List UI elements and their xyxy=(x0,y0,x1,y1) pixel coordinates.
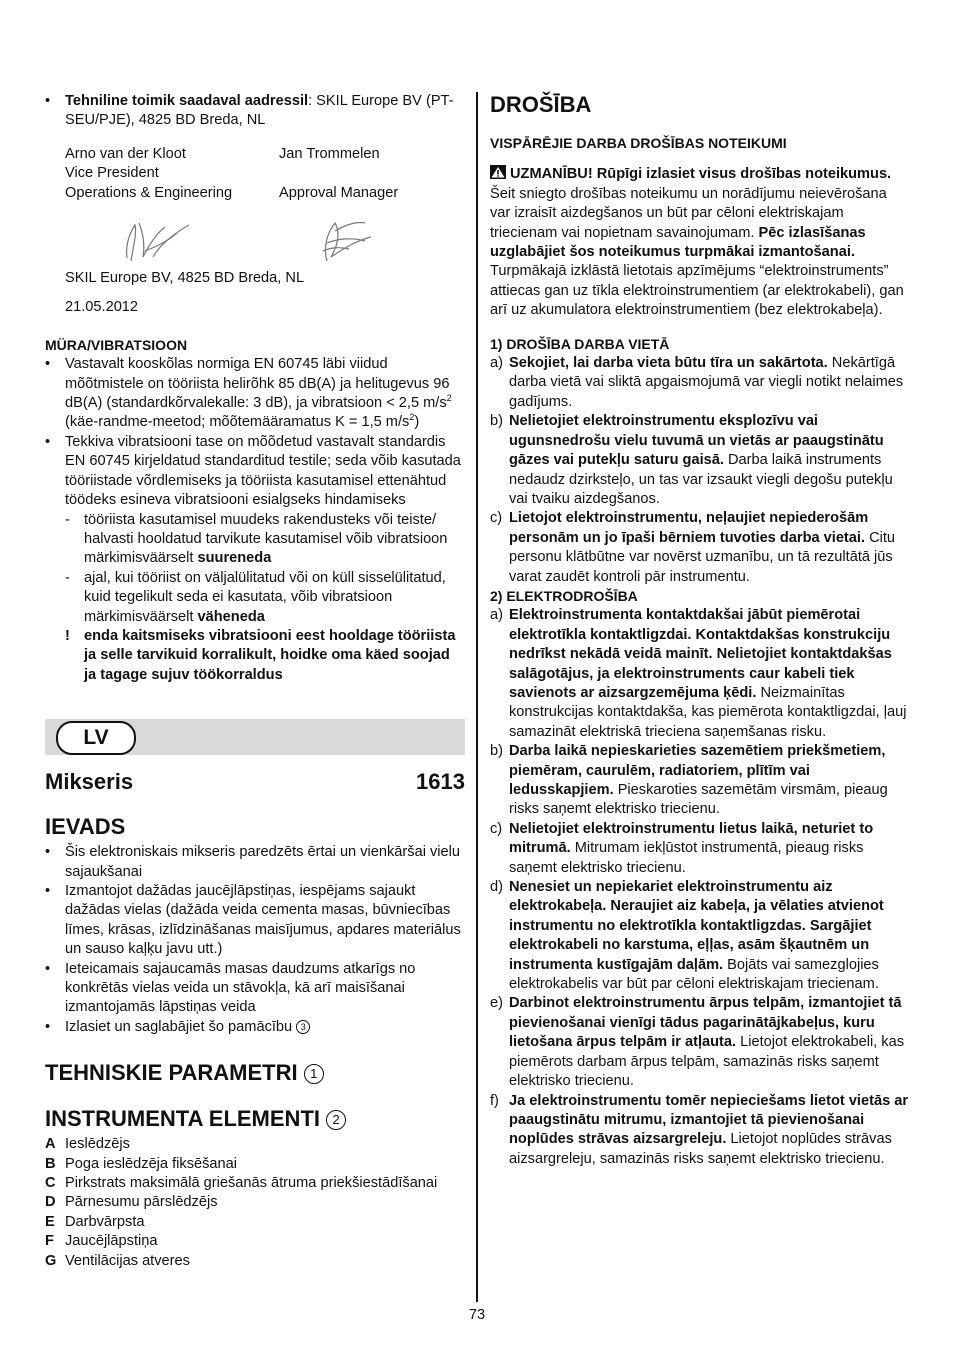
item-bold: Nenesiet un nepiekariet elektroinstrumentu aiz elektrokabeļa. Neraujiet aiz kabeļa, ja vēlaties atvienot instrumentu no elektrotīkla kontaktligzdas. Sargājiet elektrokabeli no karstuma, eļļas, asām šķautnēm un instrumenta kustīgajām daļām. xyxy=(509,879,884,973)
section-1-item xyxy=(490,509,910,587)
item-letter: a) xyxy=(490,355,503,372)
dash-2-text: ajal, kui tööriist on väljalülitatud või on küll sisselülitatud, kuid tegelikult seda ei kasutata, võib vibratsioon märkimisväärselt xyxy=(84,569,446,625)
item-bold: Darbinot elektroinstrumentu ārpus telpām, izmantojiet tā pievienošanai vienīgi tādus pagarinātājkabeļus, kuru lietošana ārpus telpām ir atļauta. xyxy=(509,995,902,1051)
figure-ref: 3 xyxy=(296,1020,310,1034)
language-bar xyxy=(45,719,465,755)
page-number: 73 xyxy=(468,1307,486,1323)
signatory-1 xyxy=(65,145,279,203)
intro-heading: IEVADS xyxy=(45,814,126,840)
item-letter: e) xyxy=(490,995,503,1012)
section-1-item xyxy=(490,354,910,412)
warning-triangle-icon xyxy=(490,165,506,179)
item-text: Bojāts vai samezglojies elektrokabelis var būt par cēloni elektriskajam triecienam. xyxy=(509,956,879,993)
element-value: Pārnesumu pārslēdzējs xyxy=(65,1194,218,1211)
element-key: G xyxy=(45,1252,57,1269)
signatory-2-title: Approval Manager xyxy=(279,184,399,201)
element-key: F xyxy=(45,1233,54,1250)
item-text: Mitrumam iekļūstot instrumentā, pieaug risks saņemt elektrisko triecienu. xyxy=(509,840,864,876)
left-column xyxy=(45,92,465,1271)
item-letter: c) xyxy=(490,820,503,837)
item-text: Lietojot noplūdes strāvas aizsargreleju, samazinās risks saņemt elektrisko triecienu. xyxy=(509,1131,892,1167)
noise-heading: MÜRA/VIBRATSIOON xyxy=(45,336,188,353)
element-item xyxy=(45,1232,465,1251)
section-2-item xyxy=(490,606,910,742)
elements-heading xyxy=(45,1105,465,1133)
right-column xyxy=(490,92,910,1169)
language-badge: LV xyxy=(56,721,136,755)
item-bold: Darba laikā nepieskarieties sazemētiem priekšmetiem, piemēram, caurulēm, radiatoriem, plītīm vai ledusskapjiem. xyxy=(509,743,886,798)
section-2-item xyxy=(490,742,910,820)
tech-params-text: TEHNISKIE PARAMETRI xyxy=(45,1060,298,1086)
warning-paragraph xyxy=(490,165,910,320)
section-2-item xyxy=(490,1092,910,1170)
intro-item-text: Izlasiet un saglabājiet šo pamācību xyxy=(65,1018,293,1035)
noise-warning: ! enda kaitsmiseks vibratsiooni eest hooldage tööriista ja selle tarvikuid korralikult, hoidke oma käed soojad ja tagage sujuv töökorraldus xyxy=(45,627,465,685)
product-name: Mikseris xyxy=(45,769,134,795)
signatory-1-title: Vice President xyxy=(65,165,159,182)
noise-text-1b: (käe-randme-meetod; mõõtemääramatus K = 1,5 m/s xyxy=(65,414,410,431)
item-letter: a) xyxy=(490,607,503,624)
signatory-2-name: Jan Trommelen xyxy=(279,145,380,162)
figure-ref: 2 xyxy=(326,1110,346,1130)
item-bold: Sekojiet, lai darba vieta būtu tīra un sakārtota. xyxy=(509,355,828,372)
elements-text: INSTRUMENTA ELEMENTI xyxy=(45,1106,320,1132)
noise-text-1c: ) xyxy=(414,414,420,431)
signatory-1-name: Arno van der Kloot xyxy=(65,145,186,162)
column-divider xyxy=(476,92,478,1302)
noise-dash-2 xyxy=(45,569,465,627)
item-text: Nekārtīgā darba vietā vai sliktā apgaismojumā var viegli notikt nelaimes gadījums. xyxy=(509,355,904,410)
section-2-item xyxy=(490,878,910,994)
noise-bullet-1 xyxy=(45,355,465,433)
dash-2-emph: väheneda xyxy=(197,608,265,625)
item-letter: c) xyxy=(490,510,503,527)
warning-text-2: Turpmākajā izklāstā lietotais apzīmējums “elektroinstruments” attiecas gan uz tīkla elektroinstrumentiem (ar elektrokabeli), gan arī uz akumulatora elektroinstrumentiem (bez elektrokabeļa). xyxy=(490,263,904,319)
signatory-1-department: Operations & Engineering xyxy=(65,184,233,201)
tech-file-address: : SKIL Europe BV (PT-SEU/PJE), 4825 BD Breda, NL xyxy=(65,93,454,129)
noise-text-1a: Vastavalt kooskõlas normiga EN 60745 läbi viidud mõõtmistele on tööriista helirõhk 85 dB(A) ja helitugevus 96 dB(A) (standardkõrvalekalle: 3 dB), ja vibratsioon < 2,5 m/s xyxy=(65,356,450,412)
element-value: Ieslēdzējs xyxy=(65,1136,130,1153)
signatories xyxy=(65,145,465,203)
element-value: Darbvārpsta xyxy=(65,1213,145,1230)
superscript: 2 xyxy=(409,412,415,423)
item-text: Pieskaroties sazemētām virsmām, pieaug risks saņemt elektrisko triecienu. xyxy=(509,782,888,818)
figure-ref: 1 xyxy=(304,1064,324,1084)
element-item xyxy=(45,1174,465,1193)
handwritten-signatures xyxy=(65,203,425,269)
item-text: Citu personu klātbūtne var novērst uzmanību, un tā rezultātā jūs varat zaudēt kontroli pār instrumentu. xyxy=(509,529,896,585)
section-2-item xyxy=(490,820,910,878)
intro-item: • Ieteicamais sajaucamās masas daudzums atkarīgs no konkrētās vielas veida un stāvokļa, kā arī maisīšanai izmantojamās lāpstiņas veida xyxy=(45,960,465,1018)
element-item xyxy=(45,1155,465,1174)
warning-bold-1: UZMANĪBU! Rūpīgi izlasiet visus drošības noteikumus. xyxy=(510,166,892,183)
item-letter: b) xyxy=(490,743,503,760)
section-2-heading: 2) ELEKTRODROŠĪBA xyxy=(490,587,638,604)
dash-1-emph: suureneda xyxy=(197,550,272,567)
intro-item xyxy=(45,1018,465,1037)
elements-list xyxy=(45,1135,465,1271)
item-letter: d) xyxy=(490,879,503,896)
element-key: B xyxy=(45,1155,56,1172)
element-key: C xyxy=(45,1175,56,1192)
superscript: 2 xyxy=(446,393,452,404)
element-item xyxy=(45,1213,465,1232)
signatory-2 xyxy=(279,145,459,203)
item-letter: f) xyxy=(490,1092,499,1109)
element-item xyxy=(45,1193,465,1212)
product-title-row xyxy=(45,769,465,795)
general-safety-heading: VISPĀRĒJIE DARBA DROŠĪBAS NOTEIKUMI xyxy=(490,135,787,151)
tech-file-label: Tehniline toimik saadaval aadressil xyxy=(65,93,309,109)
element-key: E xyxy=(45,1213,55,1230)
date: 21.05.2012 xyxy=(65,299,139,316)
tech-file-bullet xyxy=(45,92,465,131)
section-1-heading: 1) DROŠĪBA DARBA VIETĀ xyxy=(490,335,670,352)
element-key: D xyxy=(45,1194,56,1211)
item-letter: b) xyxy=(490,413,503,430)
item-text: Darba laikā instruments nedaudz dzirksteļo, un tas var izsaukt viegli degošu putekļu vai tvaiku aizdegšanos. xyxy=(509,452,893,507)
safety-heading: DROŠĪBA xyxy=(490,92,592,117)
element-item xyxy=(45,1135,465,1154)
element-value: Poga ieslēdzēja fiksēšanai xyxy=(65,1155,237,1172)
item-text: Neizmainītas konstrukcijas kontaktdakša, kas piemērota kontaktligzdai, ļauj samazināt elektriskā trieciena saņemšanas risku. xyxy=(509,684,907,740)
dash-1-text: tööriista kasutamisel muudeks rakendusteks või teiste/ halvasti hooldatud tarvikute kasutamisel võib vibratsioon märkimisväärselt xyxy=(84,511,448,567)
element-item xyxy=(45,1252,465,1271)
item-bold: Ja elektroinstrumentu tomēr nepieciešams lietot vietās ar paaugstinātu mitrumu, izmantojiet tā pievienošanai noplūdes strāvas aizsargreleju. xyxy=(509,1092,909,1148)
element-value: Jaucējlāpstiņa xyxy=(65,1233,158,1250)
item-bold: Elektroinstrumenta kontaktdakšai jābūt piemērotai elektrotīkla kontaktligzdai. Kontaktdakšas konstrukciju nedrīkst nekādā veidā mainīt. Nelietojiet kontaktdakšas salāgotājus, ja elektroinstruments caur kabeli tiek savienots ar aizsargzemējuma ķēdi. xyxy=(509,607,892,701)
section-2-item xyxy=(490,994,910,1091)
tech-params-heading xyxy=(45,1059,465,1087)
item-text: Lietojot elektrokabeli, kas piemērots darbam ārpus telpām, samazinās risks saņemt elektrisko triecienu. xyxy=(509,1034,905,1090)
intro-item: • Izmantojot dažādas jaucējlāpstiņas, iespējams sajaukt dažādas vielas (dažāda veida cementa masas, būvniecības līmes, krāsas, izlīdzināšanas maisījumus, apdares materiālus un sauso kaļķu javu utt.) xyxy=(45,882,465,960)
company-address: SKIL Europe BV, 4825 BD Breda, NL xyxy=(65,270,305,287)
model-number: 1613 xyxy=(416,769,465,795)
item-bold: Nelietojiet elektroinstrumentu lietus laikā, neturiet to mitrumā. xyxy=(509,820,874,857)
warning-bold-2: Pēc izlasīšanas uzglabājiet šos noteikumus turpmākai izmantošanai. xyxy=(490,224,866,261)
element-key: A xyxy=(45,1136,56,1153)
noise-dash-1 xyxy=(45,511,465,569)
item-bold: Lietojot elektroinstrumentu, neļaujiet nepiederošām personām un jo īpaši bērniem tuvoties darba vietai. xyxy=(509,510,869,546)
element-value: Pirkstrats maksimālā griešanās ātruma priekšiestādīšanai xyxy=(65,1175,438,1192)
item-bold: Nelietojiet elektroinstrumentu eksplozīvu vai ugunsnedrošu vielu tuvumā un vietās ar paaugstinātu gāzes vai putekļu saturu gaisā. xyxy=(509,413,884,469)
section-1-item xyxy=(490,412,910,509)
signatures xyxy=(65,203,465,269)
intro-item: • Šis elektroniskais mikseris paredzēts ērtai un vienkāršai vielu sajaukšanai xyxy=(45,843,465,882)
element-value: Ventilācijas atveres xyxy=(65,1252,190,1269)
noise-bullet-2: • Tekkiva vibratsiooni tase on mõõdetud vastavalt standardis EN 60745 kirjeldatud standarditud testile; seda võib kasutada tööriistade võrdlemiseks ja tööriista kasutamisel ettenähtud töödeks esineva vibratsiooni esialgseks hindamiseks xyxy=(45,433,465,511)
warning-text-1: Šeit sniegto drošības noteikumu un norādījumu neievērošana var izraisīt aizdegšanos un būt par cēloni elektriskajam triecienam vai nopietnam savainojumam. xyxy=(490,185,887,241)
